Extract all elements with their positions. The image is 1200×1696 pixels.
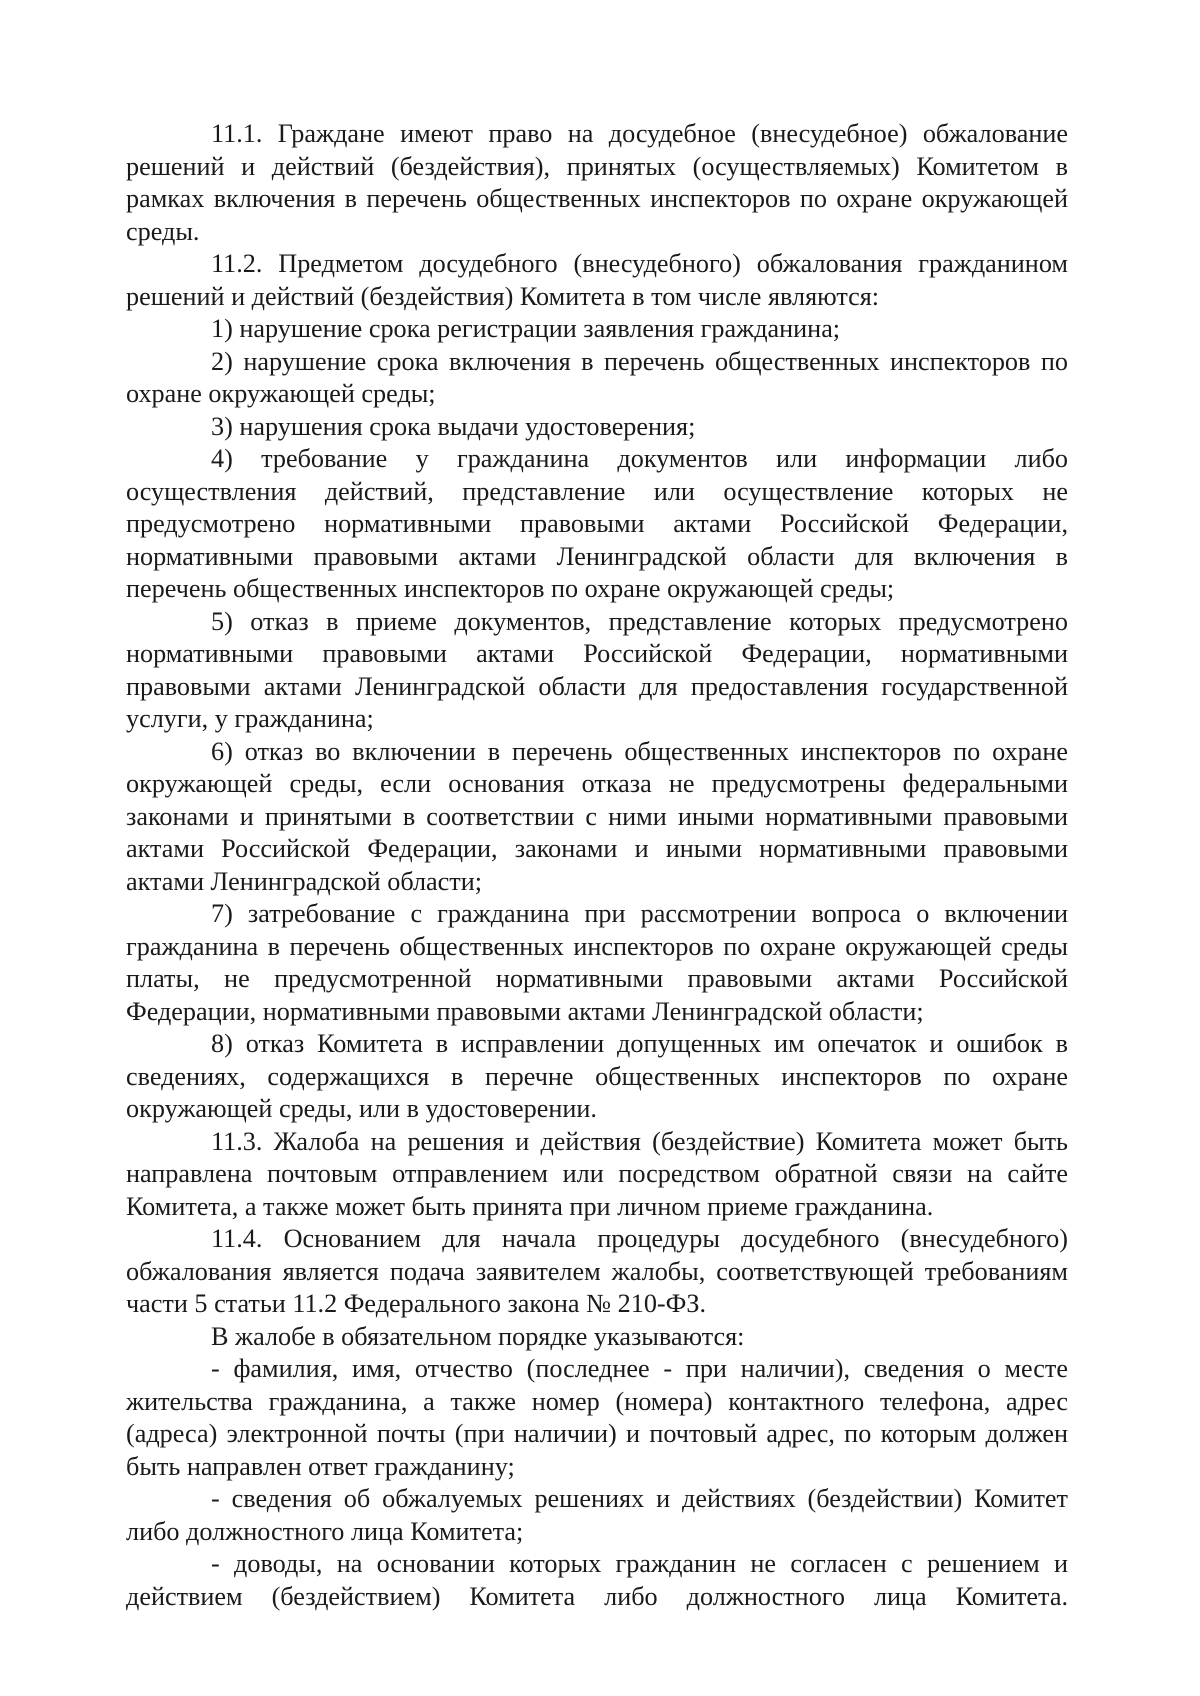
list-item-3: 3) нарушения срока выдачи удостоверения; — [211, 411, 696, 441]
document-body — [126, 118, 1068, 1613]
complaint-requirements-intro: В жалобе в обязательном порядке указываются: — [211, 1321, 745, 1351]
list-item-5: 5) отказ в приеме документов, представление которых предусмотрено нормативными правовыми актами Российской Федерации, нормативными правовыми актами Ленинградской области для предоставления государственной услуги, у гражданина; — [126, 606, 1068, 733]
paragraph-11-2: 11.2. Предметом досудебного (внесудебного) обжалования гражданином решений и действий (бездействия) Комитета в том числе являются: — [126, 249, 1068, 311]
list-item-4: 4) требование у гражданина документов или информации либо осуществления действий, представление или осуществление которых не предусмотрено нормативными правовыми актами Российской Федерации, нормативными правовыми актами Ленинградской области для включения в перечень общественных инспекторов по охране окружающей среды; — [126, 444, 1068, 603]
paragraph-11-1: 11.1. Граждане имеют право на досудебное (внесудебное) обжалование решений и действий (бездействия), принятых (осуществляемых) Комитетом в рамках включения в перечень общественных инспекторов по охране окружающей среды. — [126, 119, 1068, 246]
requirement-item-3: - доводы, на основании которых гражданин не согласен с решением и действием (бездействием) Комитета либо должностного лица Комитета. — [126, 1549, 1068, 1611]
list-item-2: 2) нарушение срока включения в перечень общественных инспекторов по охране окружающей среды; — [126, 346, 1068, 408]
paragraph-11-4: 11.4. Основанием для начала процедуры досудебного (внесудебного) обжалования является подача заявителем жалобы, соответствующей требованиям части 5 статьи 11.2 Федерального закона № 210-ФЗ. — [126, 1224, 1068, 1318]
list-item-7: 7) затребование с гражданина при рассмотрении вопроса о включении гражданина в перечень общественных инспекторов по охране окружающей среды платы, не предусмотренной нормативными правовыми актами Российской Федерации, нормативными правовыми актами Ленинградской области; — [126, 899, 1068, 1026]
paragraph-11-3: 11.3. Жалоба на решения и действия (бездействие) Комитета может быть направлена почтовым отправлением или посредством обратной связи на сайте Комитета, а также может быть принята при личном приеме гражданина. — [126, 1126, 1068, 1221]
requirement-item-2: - сведения об обжалуемых решениях и действиях (бездействии) Комитет либо должностного лица Комитета; — [126, 1484, 1068, 1546]
list-item-6: 6) отказ во включении в перечень общественных инспекторов по охране окружающей среды, если основания отказа не предусмотрены федеральными законами и принятыми в соответствии с ними иными нормативными правовыми актами Российской Федерации, законами и иными нормативными правовыми актами Ленинградской области; — [126, 736, 1068, 896]
list-item-1: 1) нарушение срока регистрации заявления гражданина; — [211, 314, 841, 343]
requirement-item-1: - фамилия, имя, отчество (последнее - при наличии), сведения о месте жительства гражданина, а также номер (номера) контактного телефона, адрес (адреса) электронной почты (при наличии) и почтовый адрес, по которым должен быть направлен ответ гражданину; — [126, 1354, 1068, 1481]
list-item-8: 8) отказ Комитета в исправлении допущенных им опечаток и ошибок в сведениях, содержащихся в перечне общественных инспекторов по охране окружающей среды, или в удостоверении. — [126, 1029, 1068, 1123]
